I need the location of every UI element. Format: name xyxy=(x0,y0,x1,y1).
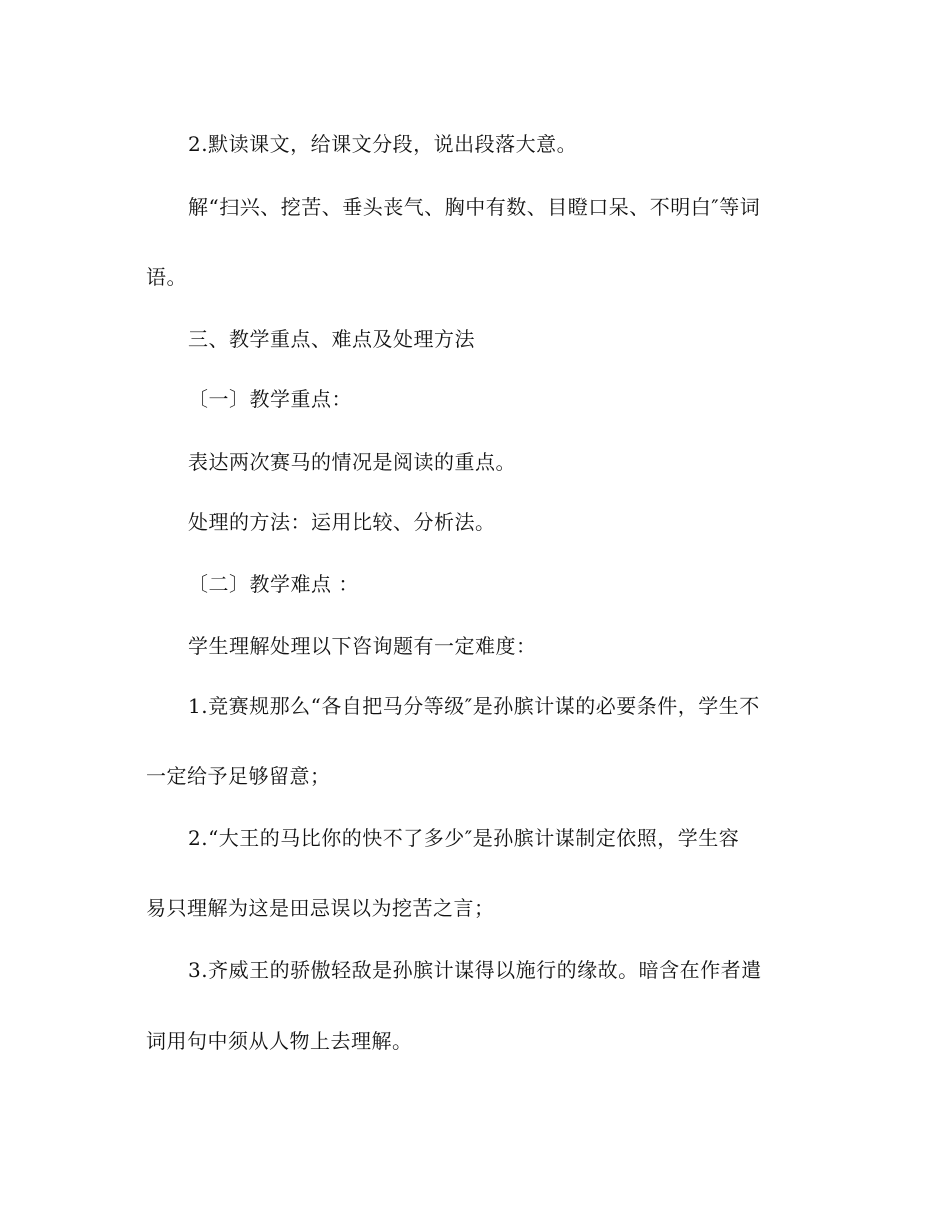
text-line-12: 2.“大王的马比你的快不了多少″是孙膑计谋制定依照，学生容 xyxy=(188,826,740,850)
text-line-13: 易只理解为这是田忌误以为挖苦之言； xyxy=(146,896,495,920)
text-line-10: 1.竞赛规那么“各自把马分等级″是孙膑计谋的必要条件，学生不 xyxy=(188,694,760,718)
text-line-1: 2.默读课文，给课文分段，说出段落大意。 xyxy=(188,132,578,156)
text-line-14: 3.齐威王的骄傲轻敌是孙膑计谋得以施行的缘故。暗含在作者遣 xyxy=(188,958,762,982)
text-line-11: 一定给予足够留意； xyxy=(146,764,331,788)
text-line-3: 语。 xyxy=(146,265,187,289)
text-line-7: 处理的方法：运用比较、分析法。 xyxy=(188,510,496,534)
subheading-key-points: 〔一〕教学重点： xyxy=(188,387,352,411)
text-line-6: 表达两次赛马的情况是阅读的重点。 xyxy=(188,450,516,474)
text-line-15: 词用句中须从人物上去理解。 xyxy=(146,1029,413,1053)
section-heading: 三、教学重点、难点及处理方法 xyxy=(188,327,475,351)
text-line-2: 解“扫兴、挖苦、垂头丧气、胸中有数、目瞪口呆、不明白″等词 xyxy=(188,195,761,219)
subheading-difficulties: 〔二〕教学难点 ： xyxy=(188,572,359,596)
text-line-9: 学生理解处理以下咨询题有一定难度： xyxy=(188,634,537,658)
